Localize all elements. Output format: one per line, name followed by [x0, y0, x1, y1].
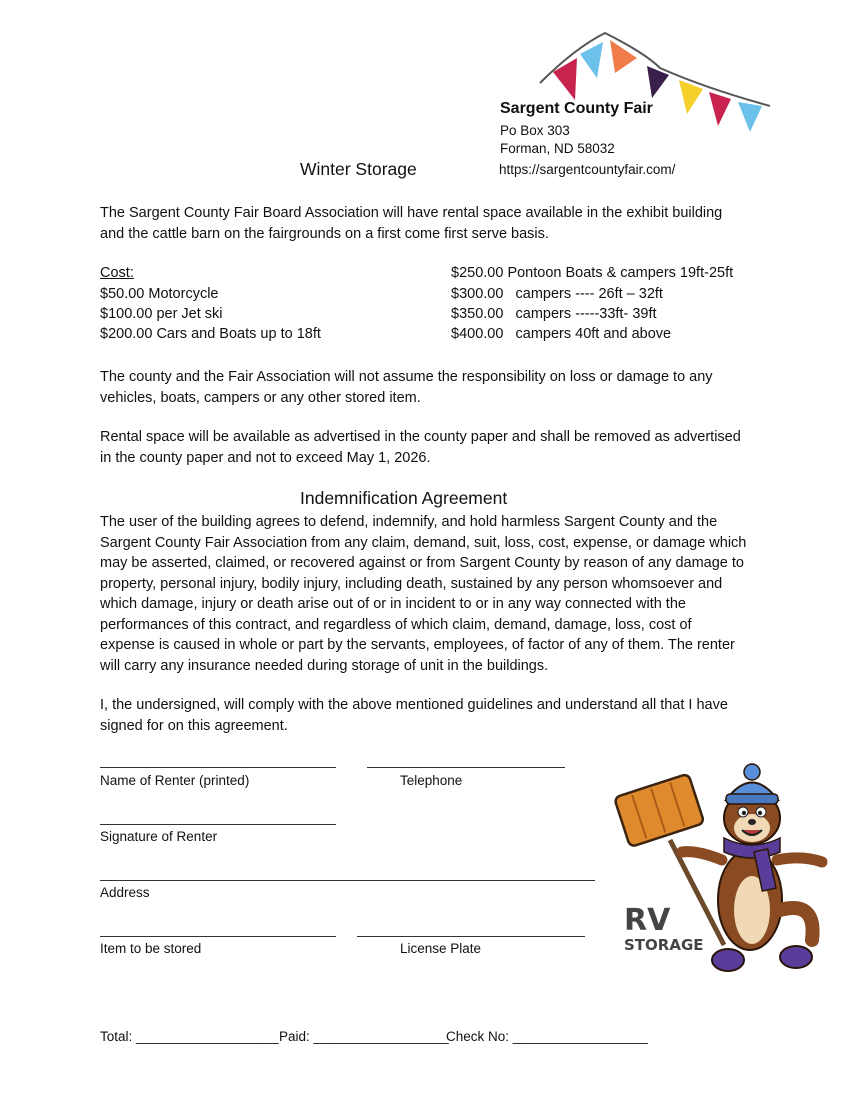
rv-logo-text: RV	[624, 903, 671, 938]
pennant-flag	[738, 102, 762, 132]
item-field[interactable]	[100, 936, 336, 937]
address-line-2: Forman, ND 58032	[500, 141, 615, 156]
signature-label: Signature of Renter	[100, 829, 218, 844]
mascot-tail	[780, 908, 813, 940]
indemnification-title: Indemnification Agreement	[300, 488, 508, 508]
item-label: Item to be stored	[100, 941, 202, 956]
cost-item: $100.00 per Jet ski	[100, 306, 223, 322]
pennant-flag	[679, 80, 703, 114]
cost-item: $50.00 Motorcycle	[100, 286, 219, 302]
mascot-hat-pompom	[744, 764, 760, 780]
pennant-flag	[580, 42, 603, 78]
mascot-boot	[780, 946, 812, 968]
org-name: Sargent County Fair	[500, 100, 653, 117]
address-label: Address	[100, 885, 150, 900]
storage-logo-text: STORAGE	[624, 936, 704, 954]
acknowledgement-paragraph: I, the undersigned, will comply with the above mentioned guidelines and understand all that I have signed for on this agreement.	[100, 697, 728, 734]
paid-field[interactable]: Paid: __________________	[279, 1029, 449, 1044]
pennant-flag	[610, 40, 637, 73]
cost-item: $350.00 campers -----33ft- 39ft	[451, 306, 657, 322]
license-plate-field[interactable]	[357, 936, 585, 937]
cost-item: $200.00 Cars and Boats up to 18ft	[100, 326, 321, 342]
mascot-illustration	[612, 760, 832, 985]
liability-paragraph: The county and the Fair Association will not assume the responsibility on loss or damage to any vehicles, boats, campers or any other stored item.	[100, 369, 713, 406]
signature-field[interactable]	[100, 824, 336, 825]
telephone-label: Telephone	[400, 773, 463, 788]
telephone-field[interactable]	[367, 767, 565, 768]
mascot-arm	[777, 858, 822, 862]
pennant-banner	[535, 28, 775, 138]
cost-item: $250.00 Pontoon Boats & campers 19ft-25ft	[451, 265, 734, 281]
pennant-flag	[553, 58, 577, 100]
indemnification-body: The user of the building agrees to defend, indemnify, and hold harmless Sargent County and the Sargent County Fair Association from any claim, demand, suit, loss, cost, expense, or damage which may be asserted, claimed, or recovered against or from Sargent County by reason of any damage to property, personal injury, bodily injury, including death, sustained by any person whomsoever and which damage, injury or death arise out of or in incident to or in any way connected with the performances of this contract, and regardless of which claim, demand, damage, loss, cost of expense is caused in whole or part by the servants, employees, of factor of any of them. The renter will carry any insurance needed during storage of unit in the buildings.	[100, 514, 747, 674]
cost-item: $400.00 campers 40ft and above	[451, 326, 672, 342]
name-field[interactable]	[100, 767, 336, 768]
website-link[interactable]: https://sargentcountyfair.com/	[499, 162, 676, 177]
license-label: License Plate	[400, 941, 482, 956]
mascot-nose	[748, 819, 756, 825]
cost-heading: Cost:	[100, 265, 134, 281]
intro-paragraph: The Sargent County Fair Board Association will have rental space available in the exhibit building and the cattle barn on the fairgrounds on a first come first serve basis.	[100, 205, 723, 242]
mascot-boot	[712, 949, 744, 971]
total-field[interactable]: Total: ___________________	[100, 1029, 279, 1044]
pennant-flag	[709, 92, 731, 126]
name-label: Name of Renter (printed)	[100, 773, 250, 788]
page-title: Winter Storage	[300, 159, 417, 179]
address-line-1: Po Box 303	[500, 123, 570, 138]
removal-paragraph: Rental space will be available as advertised in the county paper and shall be removed as advertised in the county paper and not to exceed May 1, 2026.	[100, 429, 741, 466]
shovel-blade	[614, 774, 704, 848]
cost-item: $300.00 campers ---- 26ft – 32ft	[451, 286, 663, 302]
check-number-field[interactable]: Check No: __________________	[446, 1029, 648, 1044]
address-field[interactable]	[100, 880, 595, 881]
mascot-muzzle	[734, 814, 770, 842]
mascot-arm	[682, 852, 722, 860]
